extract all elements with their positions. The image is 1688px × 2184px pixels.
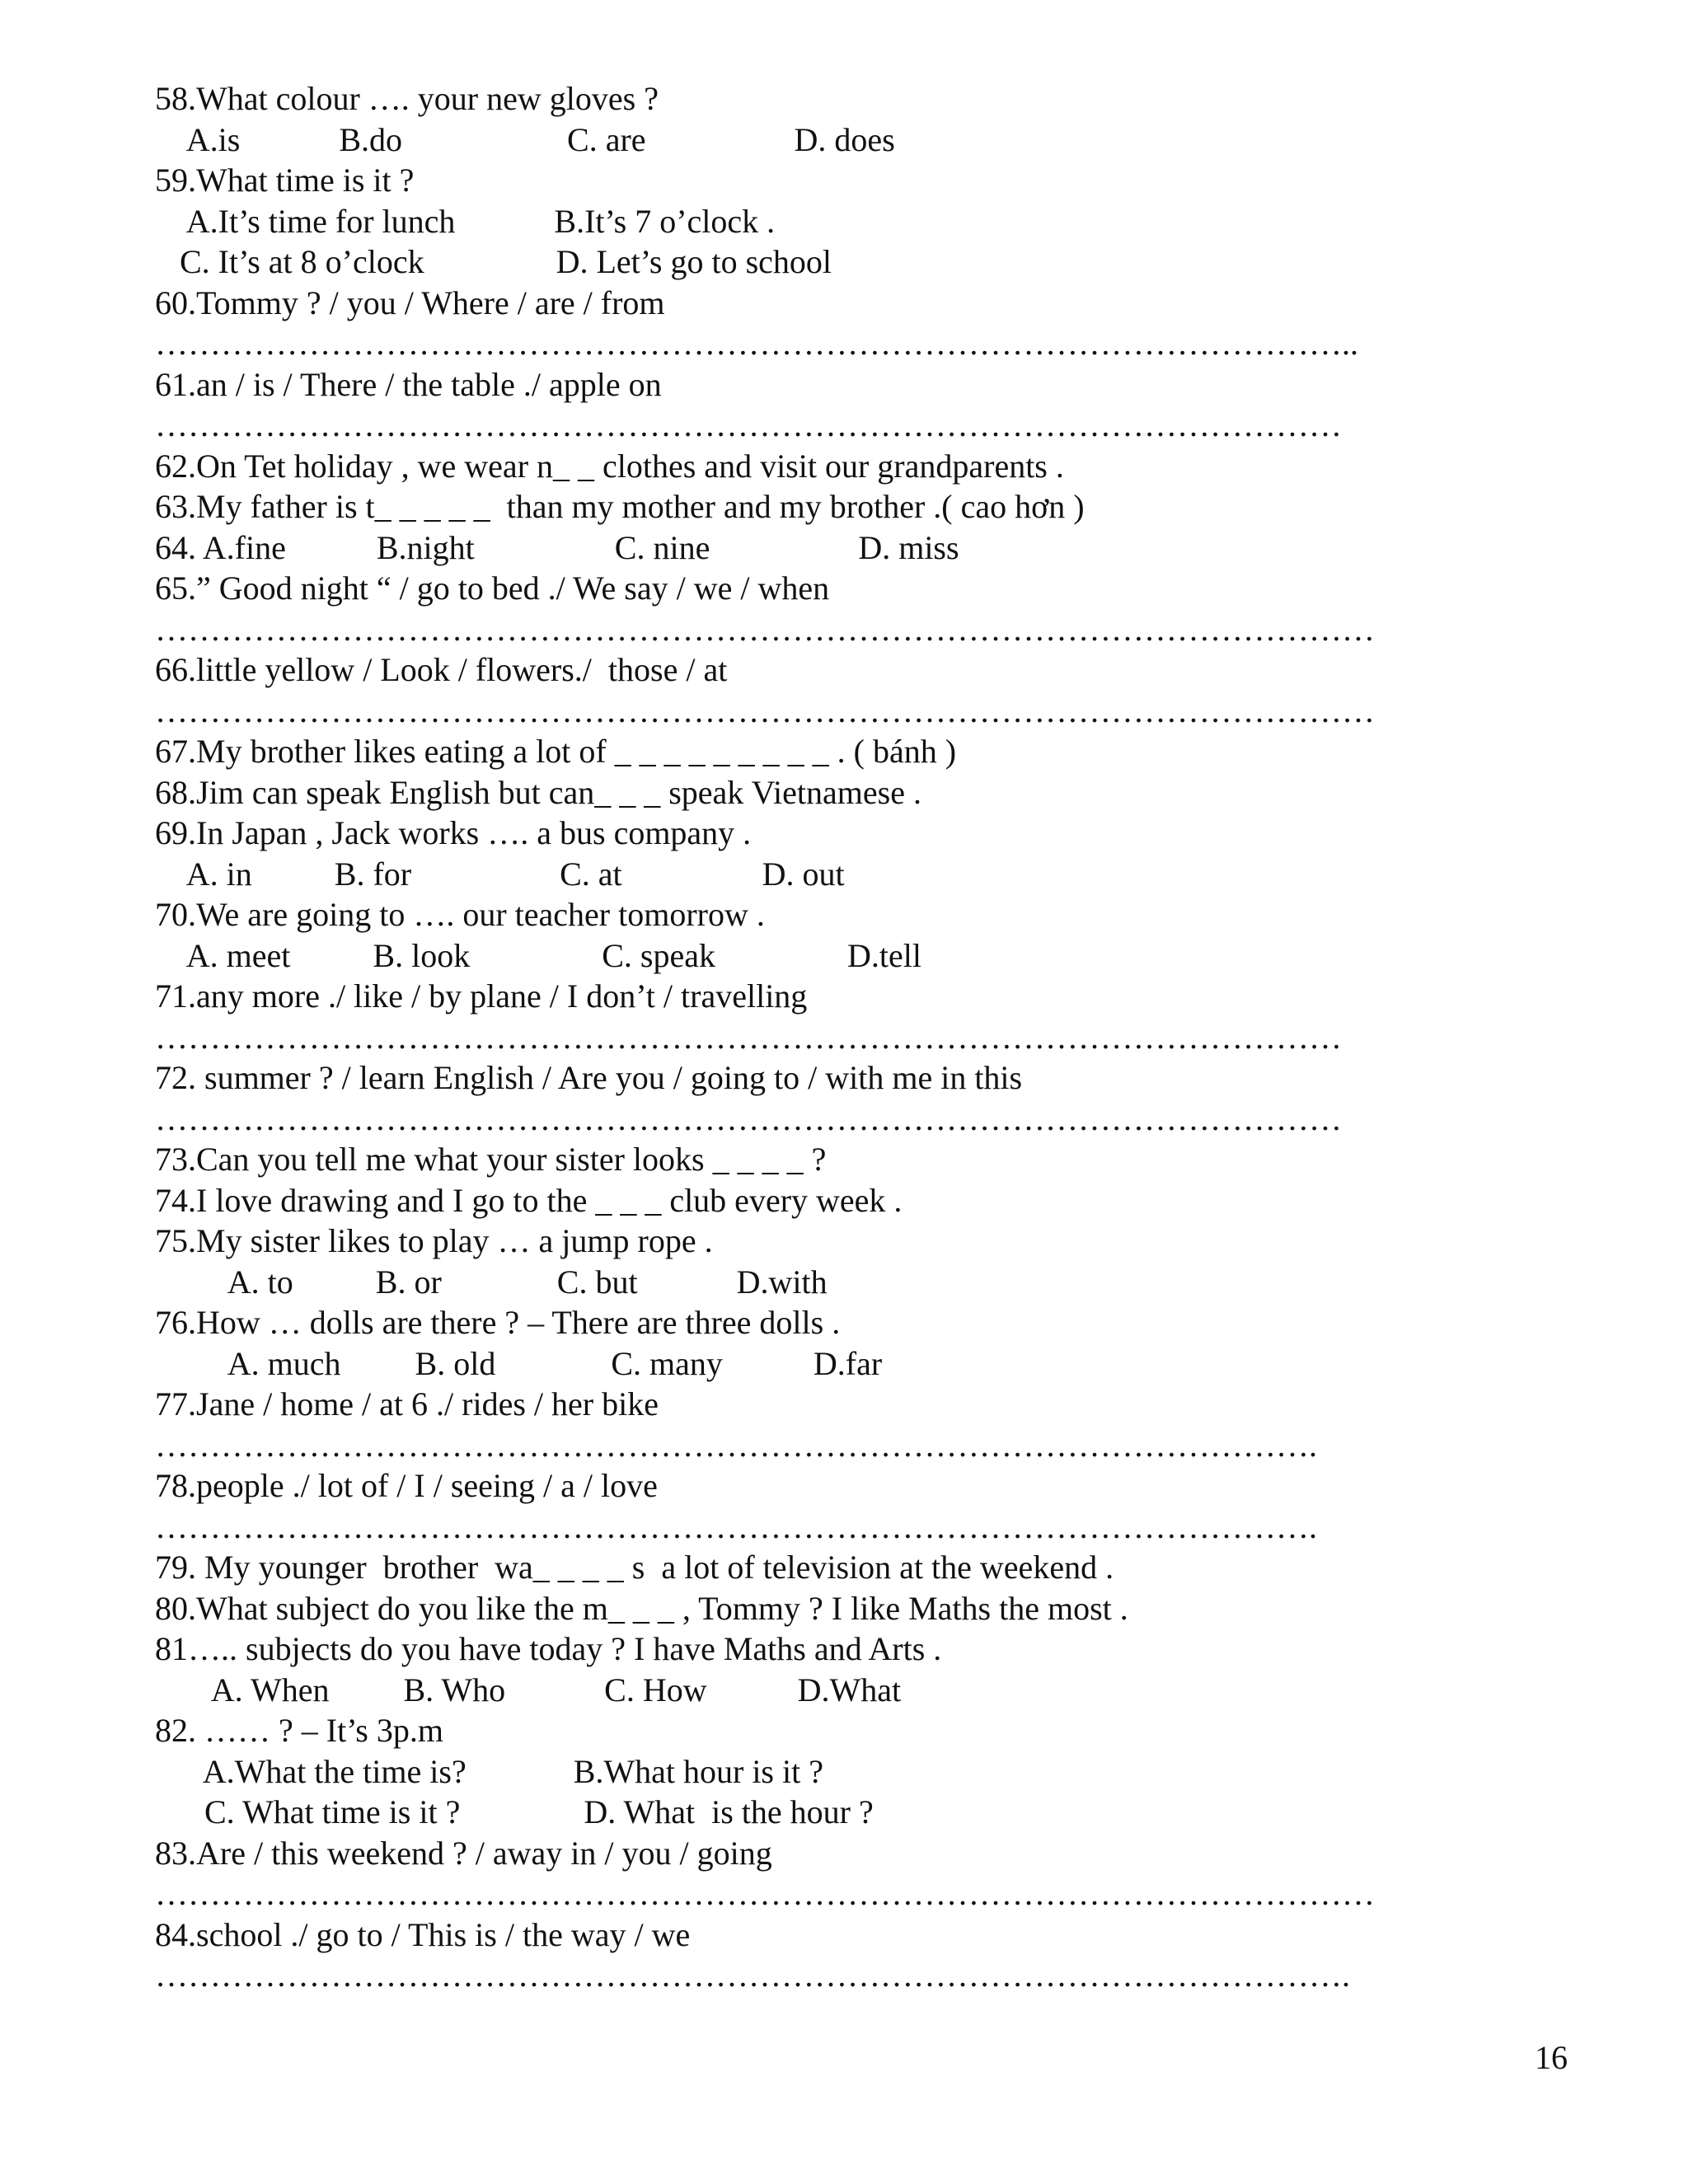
- question-line: 80.What subject do you like the m_ _ _ , Tommy ? I like Maths the most .: [155, 1590, 1128, 1627]
- question-line: 83.Are / this weekend ? / away in / you / going: [155, 1835, 772, 1872]
- answer-line: ……………………………………………………………………………………………….: [155, 1957, 1350, 1994]
- question-line: 67.My brother likes eating a lot of _ _ _ _ _ _ _ _ _ . ( bánh ): [155, 733, 957, 770]
- answer-line: ………………………………………………………………………………………………: [155, 1019, 1342, 1056]
- question-line: 75.My sister likes to play … a jump rope .: [155, 1222, 713, 1259]
- answer-line: ………………………………………………………………………………………………: [155, 1100, 1342, 1137]
- question-line: A. in B. for C. at D. out: [155, 855, 845, 893]
- answer-line: …………………………………………………………………………………………………: [155, 692, 1375, 729]
- question-line: A.is B.do C. are D. does: [155, 121, 895, 158]
- question-line: 60.Tommy ? / you / Where / are / from: [155, 284, 665, 321]
- question-line: 72. summer ? / learn English / Are you / going to / with me in this: [155, 1059, 1023, 1096]
- question-line: 69.In Japan , Jack works …. a bus company .: [155, 814, 752, 851]
- question-line: A. much B. old C. many D.far: [155, 1345, 883, 1382]
- question-line: A. to B. or C. but D.with: [155, 1263, 828, 1301]
- question-line: 81….. subjects do you have today ? I have Maths and Arts .: [155, 1630, 942, 1667]
- question-line: 61.an / is / There / the table ./ apple on: [155, 366, 662, 403]
- question-line: 58.What colour …. your new gloves ?: [155, 80, 659, 117]
- question-line: 64. A.fine B.night C. nine D. miss: [155, 529, 959, 566]
- question-line: 70.We are going to …. our teacher tomorrow .: [155, 896, 765, 933]
- answer-line: ………………………………………………………………………………………………..: [155, 325, 1358, 362]
- question-line: 82. …… ? – It’s 3p.m: [155, 1712, 443, 1749]
- answer-line: …………………………………………………………………………………………….: [155, 1508, 1317, 1545]
- answer-line: …………………………………………………………………………………………………: [155, 611, 1375, 648]
- question-line: A. meet B. look C. speak D.tell: [155, 937, 921, 974]
- question-line: 73.Can you tell me what your sister looks _ _ _ _ ?: [155, 1141, 827, 1178]
- question-line: 65.” Good night “ / go to bed ./ We say / we / when: [155, 569, 830, 607]
- question-line: 59.What time is it ?: [155, 162, 415, 199]
- question-line: C. What time is it ? D. What is the hour ?: [155, 1793, 874, 1830]
- question-line: 74.I love drawing and I go to the _ _ _ club every week .: [155, 1182, 903, 1219]
- answer-line: ………………………………………………………………………………………………: [155, 406, 1342, 443]
- answer-line: …………………………………………………………………………………………………: [155, 1875, 1375, 1912]
- page-number: 16: [1535, 2039, 1568, 2076]
- question-line: 63.My father is t_ _ _ _ _ than my mother and my brother .( cao hơn ): [155, 488, 1085, 525]
- question-line: 84.school ./ go to / This is / the way / we: [155, 1916, 691, 1953]
- question-line: 71.any more ./ like / by plane / I don’t / travelling: [155, 977, 808, 1015]
- question-line: 62.On Tet holiday , we wear n_ _ clothes and visit our grandparents .: [155, 448, 1064, 485]
- question-line: 78.people ./ lot of / I / seeing / a / love: [155, 1467, 658, 1504]
- question-line: A.It’s time for lunch B.It’s 7 o’clock .: [155, 203, 776, 240]
- question-line: A. When B. Who C. How D.What: [155, 1671, 902, 1708]
- question-line: C. It’s at 8 o’clock D. Let’s go to school: [155, 243, 832, 280]
- question-line: 77.Jane / home / at 6 ./ rides / her bike: [155, 1385, 659, 1422]
- question-line: 68.Jim can speak English but can_ _ _ speak Vietnamese .: [155, 774, 921, 811]
- question-line: 66.little yellow / Look / flowers./ those / at: [155, 651, 728, 688]
- question-line: 76.How … dolls are there ? – There are three dolls .: [155, 1304, 841, 1341]
- answer-line: …………………………………………………………………………………………….: [155, 1427, 1317, 1464]
- question-line: A.What the time is? B.What hour is it ?: [155, 1753, 823, 1790]
- question-line: 79. My younger brother wa_ _ _ _ s a lot of television at the weekend .: [155, 1549, 1114, 1586]
